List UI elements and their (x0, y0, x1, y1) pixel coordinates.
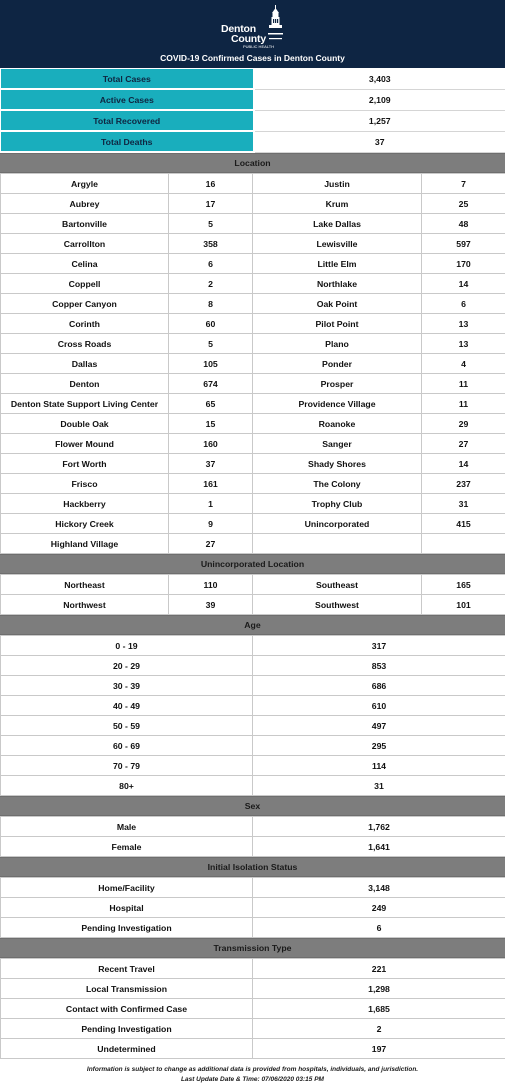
row-value: 853 (253, 656, 505, 676)
location-name: Highland Village (1, 534, 169, 554)
location-count: 60 (169, 314, 253, 334)
row-label: 40 - 49 (1, 696, 253, 716)
location-name: Copper Canyon (1, 294, 169, 314)
location-count: 16 (169, 174, 253, 194)
row-value: 317 (253, 636, 505, 656)
row-value: 3,148 (253, 878, 505, 898)
unincorporated-table (0, 574, 505, 615)
row-label: Contact with Confirmed Case (1, 999, 253, 1019)
location-count: 31 (422, 494, 505, 514)
location-name: The Colony (253, 474, 422, 494)
location-name: Northeast (1, 575, 169, 595)
location-count: 27 (422, 434, 505, 454)
summary-row (1, 110, 505, 131)
location-count: 6 (422, 294, 505, 314)
location-name: Aubrey (1, 194, 169, 214)
table-row (1, 999, 505, 1019)
location-count: 165 (422, 575, 505, 595)
disclaimer-text: Information is subject to change as additional data is provided from hospitals, individuals, and jurisdiction. (0, 1065, 505, 1075)
table-row (1, 656, 505, 676)
location-count: 9 (169, 514, 253, 534)
location-count: 110 (169, 575, 253, 595)
row-value: 1,685 (253, 999, 505, 1019)
location-name: Coppell (1, 274, 169, 294)
location-name: Bartonville (1, 214, 169, 234)
row-value: 31 (253, 776, 505, 796)
location-count: 25 (422, 194, 505, 214)
row-label: 50 - 59 (1, 716, 253, 736)
location-name: Cross Roads (1, 334, 169, 354)
table-row (1, 434, 505, 454)
location-count: 6 (169, 254, 253, 274)
location-count: 8 (169, 294, 253, 314)
location-name: Denton State Support Living Center (1, 394, 169, 414)
location-name: Southwest (253, 595, 422, 615)
location-name: Fort Worth (1, 454, 169, 474)
location-name: Hickory Creek (1, 514, 169, 534)
row-value: 249 (253, 898, 505, 918)
location-name: Corinth (1, 314, 169, 334)
logo-line-denton: Denton (221, 24, 274, 34)
summary-row (1, 69, 505, 90)
location-name: Pilot Point (253, 314, 422, 334)
summary-row (1, 131, 505, 152)
logo-line-county: County (221, 34, 274, 44)
summary-value: 1,257 (254, 110, 505, 131)
location-name: Sanger (253, 434, 422, 454)
isolation-table (0, 877, 505, 938)
location-name: Southeast (253, 575, 422, 595)
sex-table (0, 816, 505, 857)
table-row (1, 474, 505, 494)
logo-line-public-health: PUBLIC HEALTH (221, 44, 274, 49)
row-label: 30 - 39 (1, 676, 253, 696)
location-count: 4 (422, 354, 505, 374)
location-name: Trophy Club (253, 494, 422, 514)
row-label: Local Transmission (1, 979, 253, 999)
table-row (1, 174, 505, 194)
location-count: 2 (169, 274, 253, 294)
location-count: 358 (169, 234, 253, 254)
location-count: 101 (422, 595, 505, 615)
page-footer (0, 1059, 505, 1085)
location-count: 65 (169, 394, 253, 414)
row-value: 197 (253, 1039, 505, 1059)
table-row (1, 636, 505, 656)
row-value: 497 (253, 716, 505, 736)
table-row (1, 898, 505, 918)
row-label: Undetermined (1, 1039, 253, 1059)
location-name: Double Oak (1, 414, 169, 434)
location-name: Lake Dallas (253, 214, 422, 234)
table-row (1, 837, 505, 857)
row-label: Hospital (1, 898, 253, 918)
transmission-section-header: Transmission Type (0, 938, 505, 958)
table-row (1, 817, 505, 837)
location-count: 1 (169, 494, 253, 514)
location-name: Lewisville (253, 234, 422, 254)
table-row (1, 254, 505, 274)
table-row (1, 979, 505, 999)
table-row (1, 595, 505, 615)
transmission-table (0, 958, 505, 1059)
table-row (1, 234, 505, 254)
location-name: Providence Village (253, 394, 422, 414)
location-count: 674 (169, 374, 253, 394)
location-name: Little Elm (253, 254, 422, 274)
table-row (1, 1039, 505, 1059)
location-name: Justin (253, 174, 422, 194)
location-count: 415 (422, 514, 505, 534)
table-row (1, 354, 505, 374)
row-value: 6 (253, 918, 505, 938)
table-row (1, 414, 505, 434)
location-count: 29 (422, 414, 505, 434)
location-count (422, 534, 505, 554)
row-label: 20 - 29 (1, 656, 253, 676)
row-label: 0 - 19 (1, 636, 253, 656)
location-count: 105 (169, 354, 253, 374)
table-row (1, 274, 505, 294)
location-count: 11 (422, 374, 505, 394)
location-count: 37 (169, 454, 253, 474)
last-update-text: Last Update Date & Time: 07/06/2020 03:15 PM (0, 1075, 505, 1085)
table-row (1, 736, 505, 756)
summary-value: 37 (254, 131, 505, 152)
table-row (1, 575, 505, 595)
page-title: COVID-19 Confirmed Cases in Denton County (0, 53, 505, 63)
summary-label: Total Cases (1, 69, 254, 90)
row-label: Female (1, 837, 253, 857)
location-name: Frisco (1, 474, 169, 494)
logo-wordmark (221, 24, 274, 49)
location-count: 5 (169, 334, 253, 354)
row-value: 1,762 (253, 817, 505, 837)
location-name: Plano (253, 334, 422, 354)
table-row (1, 534, 505, 554)
sex-section-header: Sex (0, 796, 505, 816)
row-label: Home/Facility (1, 878, 253, 898)
table-row (1, 394, 505, 414)
location-name: Prosper (253, 374, 422, 394)
denton-county-logo (0, 4, 505, 50)
location-name: Flower Mound (1, 434, 169, 454)
row-label: 60 - 69 (1, 736, 253, 756)
summary-label: Total Recovered (1, 110, 254, 131)
location-name (253, 534, 422, 554)
table-row (1, 194, 505, 214)
location-count: 27 (169, 534, 253, 554)
location-name: Dallas (1, 354, 169, 374)
row-label: Recent Travel (1, 959, 253, 979)
row-value: 1,298 (253, 979, 505, 999)
location-count: 160 (169, 434, 253, 454)
row-label: Male (1, 817, 253, 837)
location-count: 11 (422, 394, 505, 414)
summary-row (1, 89, 505, 110)
table-row (1, 454, 505, 474)
unincorporated-section-header: Unincorporated Location (0, 554, 505, 574)
location-name: Northlake (253, 274, 422, 294)
row-value: 295 (253, 736, 505, 756)
row-value: 221 (253, 959, 505, 979)
row-label: Pending Investigation (1, 1019, 253, 1039)
summary-label: Total Deaths (1, 131, 254, 152)
row-value: 2 (253, 1019, 505, 1039)
location-count: 7 (422, 174, 505, 194)
table-row (1, 676, 505, 696)
table-row (1, 756, 505, 776)
location-count: 17 (169, 194, 253, 214)
location-name: Krum (253, 194, 422, 214)
location-count: 170 (422, 254, 505, 274)
location-table (0, 173, 505, 554)
table-row (1, 514, 505, 534)
location-count: 13 (422, 334, 505, 354)
isolation-section-header: Initial Isolation Status (0, 857, 505, 877)
location-section-header: Location (0, 153, 505, 173)
location-name: Hackberry (1, 494, 169, 514)
table-row (1, 294, 505, 314)
table-row (1, 1019, 505, 1039)
summary-value: 3,403 (254, 69, 505, 90)
row-value: 610 (253, 696, 505, 716)
row-label: Pending Investigation (1, 918, 253, 938)
table-row (1, 374, 505, 394)
location-name: Roanoke (253, 414, 422, 434)
table-row (1, 334, 505, 354)
table-row (1, 716, 505, 736)
location-count: 5 (169, 214, 253, 234)
table-row (1, 878, 505, 898)
location-count: 13 (422, 314, 505, 334)
row-value: 686 (253, 676, 505, 696)
table-row (1, 918, 505, 938)
row-value: 1,641 (253, 837, 505, 857)
location-count: 14 (422, 454, 505, 474)
row-label: 70 - 79 (1, 756, 253, 776)
location-count: 39 (169, 595, 253, 615)
table-row (1, 696, 505, 716)
location-count: 48 (422, 214, 505, 234)
location-name: Argyle (1, 174, 169, 194)
summary-label: Active Cases (1, 89, 254, 110)
location-count: 14 (422, 274, 505, 294)
location-name: Oak Point (253, 294, 422, 314)
location-count: 237 (422, 474, 505, 494)
location-name: Ponder (253, 354, 422, 374)
location-name: Unincorporated (253, 514, 422, 534)
table-row (1, 776, 505, 796)
page-header (0, 0, 505, 68)
age-table (0, 635, 505, 796)
location-name: Shady Shores (253, 454, 422, 474)
location-name: Northwest (1, 595, 169, 615)
location-name: Celina (1, 254, 169, 274)
row-value: 114 (253, 756, 505, 776)
table-row (1, 214, 505, 234)
table-row (1, 494, 505, 514)
row-label: 80+ (1, 776, 253, 796)
table-row (1, 959, 505, 979)
summary-value: 2,109 (254, 89, 505, 110)
location-count: 161 (169, 474, 253, 494)
location-name: Denton (1, 374, 169, 394)
location-count: 597 (422, 234, 505, 254)
age-section-header: Age (0, 615, 505, 635)
table-row (1, 314, 505, 334)
location-name: Carrollton (1, 234, 169, 254)
summary-table (0, 68, 505, 153)
location-count: 15 (169, 414, 253, 434)
